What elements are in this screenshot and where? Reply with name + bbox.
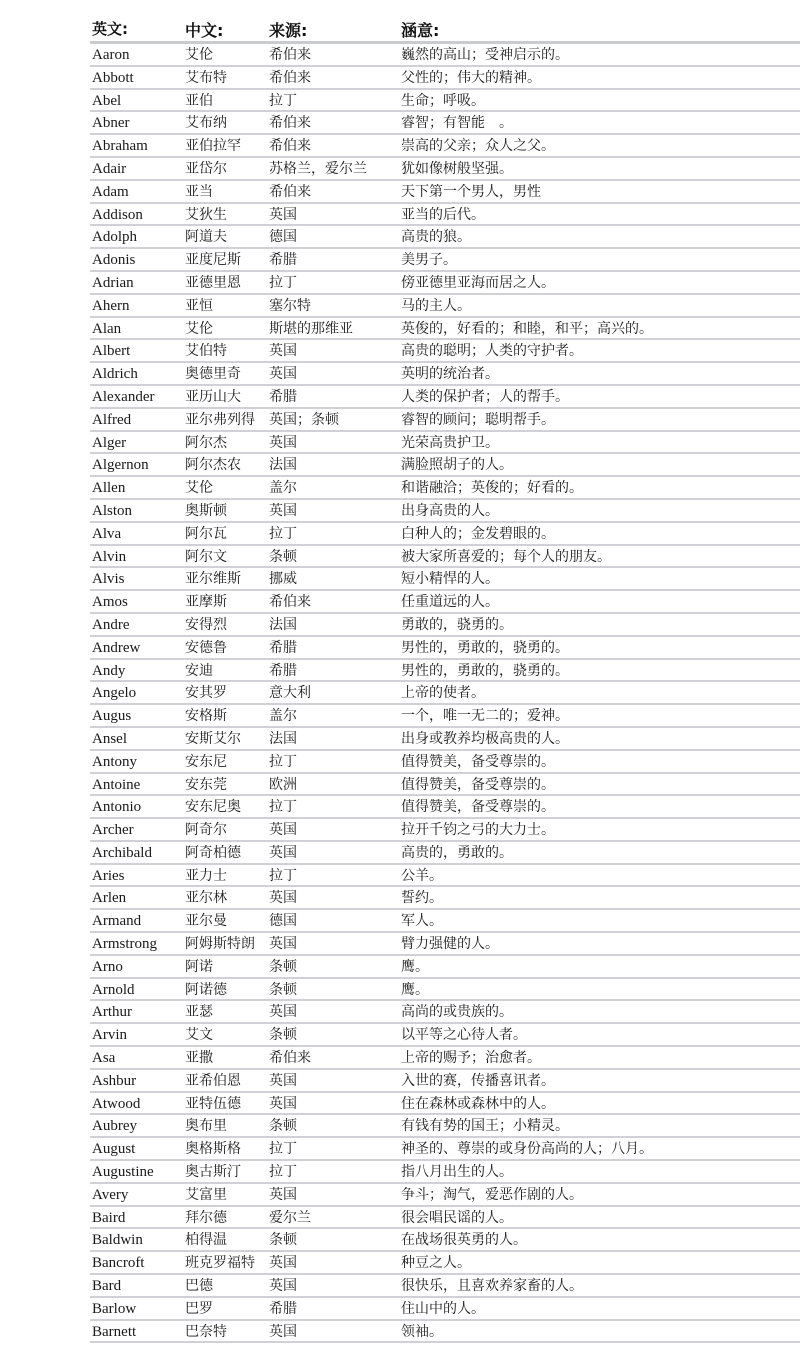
english-name-cell: Ahern — [92, 297, 130, 314]
english-name-cell: Aries — [92, 867, 125, 884]
table-row — [90, 318, 800, 341]
origin-cell: 英国 — [269, 1095, 297, 1112]
origin-cell: 法国 — [269, 457, 297, 474]
english-name-cell: Bancroft — [92, 1255, 145, 1272]
table-row — [90, 44, 800, 67]
english-name-cell: Alvin — [92, 548, 127, 565]
table-row — [90, 1024, 800, 1047]
chinese-name-cell: 奥古斯汀 — [185, 1164, 241, 1181]
meaning-cell: 一个，唯一无二的；爱神。 — [401, 708, 569, 725]
origin-cell: 希腊 — [269, 388, 297, 405]
origin-cell: 盖尔 — [269, 708, 297, 725]
table-row — [90, 295, 800, 318]
table-row — [90, 1138, 800, 1161]
english-name-cell: Abel — [92, 92, 122, 109]
origin-cell: 希腊 — [269, 662, 297, 679]
chinese-name-cell: 亚希伯恩 — [185, 1072, 241, 1089]
origin-cell: 塞尔特 — [269, 297, 311, 314]
origin-cell: 欧洲 — [269, 776, 297, 793]
table-row — [90, 956, 800, 979]
chinese-name-cell: 艾伦 — [185, 320, 213, 337]
meaning-cell: 出身或教养均极高贵的人。 — [401, 730, 569, 747]
table-row — [90, 249, 800, 272]
english-name-cell: Arlen — [92, 890, 127, 907]
meaning-cell: 住在森林或森林中的人。 — [401, 1095, 555, 1112]
table-row — [90, 135, 800, 158]
origin-cell: 希伯来 — [269, 115, 311, 132]
english-name-cell: Adair — [92, 160, 127, 177]
chinese-name-cell: 亚特伍德 — [185, 1095, 241, 1112]
table-row — [90, 637, 800, 660]
chinese-name-cell: 亚尔林 — [185, 890, 227, 907]
meaning-cell: 马的主人。 — [401, 297, 471, 314]
english-name-cell: Alfred — [92, 411, 132, 428]
header-chinese: 中文: — [185, 21, 224, 40]
chinese-name-cell: 亚尔弗列得 — [185, 411, 255, 428]
chinese-name-cell: 安迪 — [185, 662, 213, 679]
origin-cell: 条顿 — [269, 1027, 297, 1044]
origin-cell: 斯堪的那维亚 — [269, 320, 353, 337]
origin-cell: 英国 — [269, 366, 297, 383]
chinese-name-cell: 艾富里 — [185, 1186, 227, 1203]
meaning-cell: 巍然的高山；受神启示的。 — [401, 47, 569, 63]
origin-cell: 苏格兰，爱尔兰 — [269, 160, 367, 177]
meaning-cell: 以平等之心待人者。 — [401, 1027, 527, 1044]
meaning-cell: 很会唱民谣的人。 — [401, 1209, 513, 1226]
table-row — [90, 454, 800, 477]
chinese-name-cell: 亚德里恩 — [185, 274, 241, 291]
english-name-cell: Adam — [92, 183, 129, 200]
origin-cell: 拉丁 — [269, 799, 297, 816]
english-name-cell: Alan — [92, 320, 122, 337]
english-name-cell: Arvin — [92, 1027, 127, 1044]
meaning-cell: 睿智；有智能 。 — [401, 115, 513, 132]
table-row — [90, 1184, 800, 1207]
table-row — [90, 774, 800, 797]
origin-cell: 英国 — [269, 206, 297, 223]
origin-cell: 希伯来 — [269, 138, 311, 155]
chinese-name-cell: 亚伯 — [185, 92, 213, 109]
table-row — [90, 432, 800, 455]
english-name-cell: Ashbur — [92, 1072, 137, 1089]
english-name-cell: Barlow — [92, 1300, 137, 1317]
meaning-cell: 英明的统治者。 — [401, 366, 499, 383]
english-name-cell: Arno — [92, 958, 123, 975]
table-row — [90, 751, 800, 774]
meaning-cell: 高贵的聪明；人类的守护者。 — [401, 343, 583, 360]
table-row — [90, 887, 800, 910]
english-name-cell: Alvis — [92, 571, 125, 588]
origin-cell: 意大利 — [269, 685, 311, 702]
meaning-cell: 男性的，勇敢的，骁勇的。 — [401, 639, 569, 656]
english-name-cell: Barnett — [92, 1323, 137, 1340]
chinese-name-cell: 拜尔德 — [185, 1209, 227, 1226]
meaning-cell: 公羊。 — [401, 867, 443, 884]
table-row — [90, 865, 800, 888]
english-name-cell: Baird — [92, 1209, 126, 1226]
meaning-cell: 勇敢的，骁勇的。 — [401, 616, 513, 633]
table-row — [90, 1070, 800, 1093]
table-row — [90, 728, 800, 751]
meaning-cell: 英俊的，好看的；和睦，和平；高兴的。 — [401, 320, 653, 337]
table-row — [90, 409, 800, 432]
meaning-cell: 值得赞美，备受尊崇的。 — [401, 799, 555, 816]
table-row — [90, 933, 800, 956]
table-row — [90, 386, 800, 409]
meaning-cell: 有钱有势的国王；小精灵。 — [401, 1118, 569, 1135]
english-name-cell: Bard — [92, 1278, 122, 1295]
english-name-cell: Augustine — [92, 1164, 154, 1181]
chinese-name-cell: 艾布特 — [185, 69, 227, 86]
english-name-cell: Abner — [92, 115, 130, 132]
chinese-name-cell: 阿姆斯特朗 — [185, 936, 255, 953]
english-name-cell: Abraham — [92, 138, 148, 155]
meaning-cell: 誓约。 — [401, 890, 443, 907]
names-table — [90, 14, 800, 1343]
meaning-cell: 高贵的狼。 — [401, 229, 471, 246]
meaning-cell: 上帝的使者。 — [401, 685, 485, 702]
table-row — [90, 1161, 800, 1184]
origin-cell: 法国 — [269, 616, 297, 633]
meaning-cell: 上帝的赐予；治愈者。 — [401, 1050, 541, 1067]
english-name-cell: Adolph — [92, 229, 137, 246]
english-name-cell: Aldrich — [92, 366, 138, 383]
english-name-cell: Avery — [92, 1186, 129, 1203]
origin-cell: 条顿 — [269, 1232, 297, 1249]
chinese-name-cell: 亚当 — [185, 183, 213, 200]
chinese-name-cell: 亚历山大 — [185, 388, 241, 405]
meaning-cell: 军人。 — [401, 913, 443, 930]
english-name-cell: Allen — [92, 480, 126, 497]
english-name-cell: Alger — [92, 434, 127, 451]
english-name-cell: Archibald — [92, 844, 152, 861]
meaning-cell: 人类的保护者；人的帮手。 — [401, 388, 569, 405]
origin-cell: 拉丁 — [269, 274, 297, 291]
origin-cell: 英国 — [269, 502, 297, 519]
english-name-cell: Alexander — [92, 388, 155, 405]
chinese-name-cell: 阿奇柏德 — [185, 844, 241, 861]
meaning-cell: 父性的；伟大的精神。 — [401, 69, 541, 86]
table-row — [90, 272, 800, 295]
origin-cell: 盖尔 — [269, 480, 297, 497]
english-name-cell: Baldwin — [92, 1232, 143, 1249]
meaning-cell: 男性的，勇敢的，骁勇的。 — [401, 662, 569, 679]
origin-cell: 条顿 — [269, 1118, 297, 1135]
meaning-cell: 种豆之人。 — [401, 1255, 471, 1272]
meaning-cell: 被大家所喜爱的；每个人的朋友。 — [401, 548, 611, 565]
origin-cell: 希伯来 — [269, 183, 311, 200]
meaning-cell: 犹如像树般坚强。 — [401, 160, 513, 177]
table-row — [90, 705, 800, 728]
table-row — [90, 682, 800, 705]
chinese-name-cell: 阿尔瓦 — [185, 525, 227, 542]
origin-cell: 爱尔兰 — [269, 1209, 311, 1226]
origin-cell: 英国 — [269, 890, 297, 907]
table-row — [90, 1252, 800, 1275]
origin-cell: 条顿 — [269, 981, 297, 998]
chinese-name-cell: 艾伦 — [185, 47, 213, 63]
english-name-cell: August — [92, 1141, 136, 1158]
header-english: 英文: — [92, 20, 128, 38]
chinese-name-cell: 亚度尼斯 — [185, 252, 241, 269]
table-row — [90, 1093, 800, 1116]
table-row — [90, 181, 800, 204]
table-row — [90, 1001, 800, 1024]
table-row — [90, 500, 800, 523]
origin-cell: 英国 — [269, 822, 297, 839]
table-row — [90, 204, 800, 227]
table-row — [90, 1275, 800, 1298]
table-row — [90, 979, 800, 1002]
meaning-cell: 臂力强健的人。 — [401, 936, 499, 953]
english-name-cell: Ansel — [92, 730, 127, 747]
chinese-name-cell: 班克罗福特 — [185, 1255, 255, 1272]
english-name-cell: Angelo — [92, 685, 137, 702]
table-row — [90, 546, 800, 569]
origin-cell: 法国 — [269, 730, 297, 747]
chinese-name-cell: 亚伯拉罕 — [185, 138, 241, 155]
english-name-cell: Alston — [92, 502, 133, 519]
chinese-name-cell: 亚摩斯 — [185, 594, 227, 611]
meaning-cell: 神圣的、尊崇的或身份高尚的人；八月。 — [401, 1141, 653, 1158]
english-name-cell: Adonis — [92, 252, 136, 269]
table-row — [90, 90, 800, 113]
header-origin: 来源: — [269, 21, 308, 40]
origin-cell: 英国 — [269, 434, 297, 451]
english-name-cell: Aubrey — [92, 1118, 137, 1135]
table-row — [90, 1321, 800, 1344]
origin-cell: 英国 — [269, 844, 297, 861]
table-row — [90, 568, 800, 591]
meaning-cell: 短小精悍的人。 — [401, 571, 499, 588]
english-name-cell: Antony — [92, 753, 137, 770]
origin-cell: 拉丁 — [269, 92, 297, 109]
chinese-name-cell: 阿奇尔 — [185, 822, 227, 839]
chinese-name-cell: 亚尔曼 — [185, 913, 227, 930]
chinese-name-cell: 艾伯特 — [185, 343, 227, 360]
chinese-name-cell: 安东尼 — [185, 753, 227, 770]
chinese-name-cell: 阿道夫 — [185, 229, 227, 246]
table-row — [90, 842, 800, 865]
meaning-cell: 拉开千钧之弓的大力士。 — [401, 822, 555, 839]
origin-cell: 希腊 — [269, 639, 297, 656]
table-row — [90, 1115, 800, 1138]
table-row — [90, 477, 800, 500]
english-name-cell: Arthur — [92, 1004, 132, 1021]
english-name-cell: Armstrong — [92, 936, 157, 953]
meaning-cell: 满脸照胡子的人。 — [401, 457, 513, 474]
meaning-cell: 亚当的后代。 — [401, 206, 485, 223]
table-row — [90, 819, 800, 842]
origin-cell: 英国 — [269, 1186, 297, 1203]
meaning-cell: 出身高贵的人。 — [401, 502, 499, 519]
meaning-cell: 在战场很英勇的人。 — [401, 1232, 527, 1249]
origin-cell: 德国 — [269, 913, 297, 930]
origin-cell: 英国 — [269, 936, 297, 953]
chinese-name-cell: 阿尔杰农 — [185, 457, 241, 474]
chinese-name-cell: 阿尔杰 — [185, 434, 227, 451]
english-name-cell: Andrew — [92, 639, 141, 656]
origin-cell: 英国 — [269, 1004, 297, 1021]
table-row — [90, 910, 800, 933]
meaning-cell: 睿智的顾问；聪明帮手。 — [401, 411, 555, 428]
table-header — [90, 14, 800, 44]
meaning-cell: 鹰。 — [401, 981, 429, 998]
chinese-name-cell: 安东尼奥 — [185, 799, 241, 816]
table-row — [90, 112, 800, 135]
english-name-cell: Algernon — [92, 457, 149, 474]
table-row — [90, 226, 800, 249]
english-name-cell: Albert — [92, 343, 131, 360]
origin-cell: 条顿 — [269, 958, 297, 975]
chinese-name-cell: 亚岱尔 — [185, 160, 227, 177]
chinese-name-cell: 艾布纳 — [185, 115, 227, 132]
origin-cell: 拉丁 — [269, 1141, 297, 1158]
meaning-cell: 高贵的，勇敢的。 — [401, 844, 513, 861]
meaning-cell: 傍亚德里亚海而居之人。 — [401, 274, 555, 291]
meaning-cell: 美男子。 — [401, 252, 457, 269]
chinese-name-cell: 亚力士 — [185, 867, 227, 884]
meaning-cell: 入世的赛，传播喜讯者。 — [401, 1072, 555, 1089]
chinese-name-cell: 巴德 — [185, 1278, 213, 1295]
chinese-name-cell: 安东莞 — [185, 776, 227, 793]
table-row — [90, 1229, 800, 1252]
english-name-cell: Augus — [92, 708, 132, 725]
table-row — [90, 67, 800, 90]
meaning-cell: 白种人的；金发碧眼的。 — [401, 525, 555, 542]
english-name-cell: Alva — [92, 525, 122, 542]
origin-cell: 德国 — [269, 229, 297, 246]
chinese-name-cell: 艾文 — [185, 1027, 213, 1044]
header-meaning: 涵意: — [401, 21, 440, 40]
origin-cell: 英国 — [269, 1072, 297, 1089]
table-row — [90, 340, 800, 363]
table-row — [90, 363, 800, 386]
english-name-cell: Adrian — [92, 274, 134, 291]
meaning-cell: 高尚的或贵族的。 — [401, 1004, 513, 1021]
meaning-cell: 争斗；淘气，爱恶作剧的人。 — [401, 1186, 583, 1203]
chinese-name-cell: 阿诺 — [185, 958, 213, 975]
english-name-cell: Asa — [92, 1050, 116, 1067]
english-name-cell: Abbott — [92, 69, 134, 86]
origin-cell: 英国；条顿 — [269, 411, 339, 428]
chinese-name-cell: 亚恒 — [185, 297, 213, 314]
meaning-cell: 领袖。 — [401, 1323, 443, 1340]
meaning-cell: 值得赞美，备受尊崇的。 — [401, 776, 555, 793]
chinese-name-cell: 艾狄生 — [185, 206, 227, 223]
origin-cell: 希伯来 — [269, 47, 311, 63]
table-row — [90, 1207, 800, 1230]
english-name-cell: Arnold — [92, 981, 135, 998]
english-name-cell: Archer — [92, 822, 134, 839]
english-name-cell: Addison — [92, 206, 143, 223]
english-name-cell: Aaron — [92, 47, 130, 63]
chinese-name-cell: 安斯艾尔 — [185, 730, 241, 747]
origin-cell: 挪威 — [269, 571, 297, 588]
english-name-cell: Atwood — [92, 1095, 141, 1112]
origin-cell: 英国 — [269, 343, 297, 360]
chinese-name-cell: 奥布里 — [185, 1118, 227, 1135]
table-row — [90, 614, 800, 637]
meaning-cell: 值得赞美，备受尊崇的。 — [401, 753, 555, 770]
origin-cell: 拉丁 — [269, 753, 297, 770]
meaning-cell: 住山中的人。 — [401, 1300, 485, 1317]
chinese-name-cell: 安格斯 — [185, 708, 227, 725]
chinese-name-cell: 阿尔文 — [185, 548, 227, 565]
chinese-name-cell: 奥德里奇 — [185, 366, 241, 383]
chinese-name-cell: 巴奈特 — [185, 1323, 227, 1340]
english-name-cell: Antonio — [92, 799, 142, 816]
meaning-cell: 指八月出生的人。 — [401, 1164, 513, 1181]
chinese-name-cell: 艾伦 — [185, 480, 213, 497]
chinese-name-cell: 阿诺德 — [185, 981, 227, 998]
chinese-name-cell: 亚尔维斯 — [185, 571, 241, 588]
origin-cell: 英国 — [269, 1278, 297, 1295]
meaning-cell: 和谐融洽；英俊的；好看的。 — [401, 480, 583, 497]
origin-cell: 条顿 — [269, 548, 297, 565]
chinese-name-cell: 安得烈 — [185, 616, 227, 633]
table-body — [90, 44, 800, 1343]
origin-cell: 英国 — [269, 1255, 297, 1272]
chinese-name-cell: 安德鲁 — [185, 639, 227, 656]
origin-cell: 拉丁 — [269, 1164, 297, 1181]
meaning-cell: 天下第一个男人，男性 — [401, 183, 541, 200]
english-name-cell: Andre — [92, 616, 130, 633]
chinese-name-cell: 亚瑟 — [185, 1004, 213, 1021]
meaning-cell: 鹰。 — [401, 958, 429, 975]
chinese-name-cell: 奥格斯格 — [185, 1141, 241, 1158]
origin-cell: 希腊 — [269, 1300, 297, 1317]
chinese-name-cell: 奥斯顿 — [185, 502, 227, 519]
english-name-cell: Antoine — [92, 776, 141, 793]
chinese-name-cell: 巴罗 — [185, 1300, 213, 1317]
origin-cell: 希伯来 — [269, 1050, 311, 1067]
origin-cell: 英国 — [269, 1323, 297, 1340]
english-name-cell: Armand — [92, 913, 142, 930]
table-row — [90, 1047, 800, 1070]
english-name-cell: Amos — [92, 594, 128, 611]
table-row — [90, 1298, 800, 1321]
meaning-cell: 任重道远的人。 — [401, 594, 499, 611]
origin-cell: 希伯来 — [269, 594, 311, 611]
origin-cell: 希伯来 — [269, 69, 311, 86]
origin-cell: 拉丁 — [269, 867, 297, 884]
table-row — [90, 796, 800, 819]
origin-cell: 希腊 — [269, 252, 297, 269]
table-row — [90, 158, 800, 181]
english-name-cell: Andy — [92, 662, 126, 679]
meaning-cell: 生命；呼吸。 — [401, 92, 485, 109]
table-row — [90, 523, 800, 546]
table-row — [90, 660, 800, 683]
chinese-name-cell: 亚撒 — [185, 1050, 213, 1067]
table-row — [90, 591, 800, 614]
origin-cell: 拉丁 — [269, 525, 297, 542]
chinese-name-cell: 安其罗 — [185, 685, 227, 702]
meaning-cell: 光荣高贵护卫。 — [401, 434, 499, 451]
meaning-cell: 崇高的父亲；众人之父。 — [401, 138, 555, 155]
meaning-cell: 很快乐，且喜欢养家畜的人。 — [401, 1278, 583, 1295]
chinese-name-cell: 柏得温 — [185, 1232, 227, 1249]
